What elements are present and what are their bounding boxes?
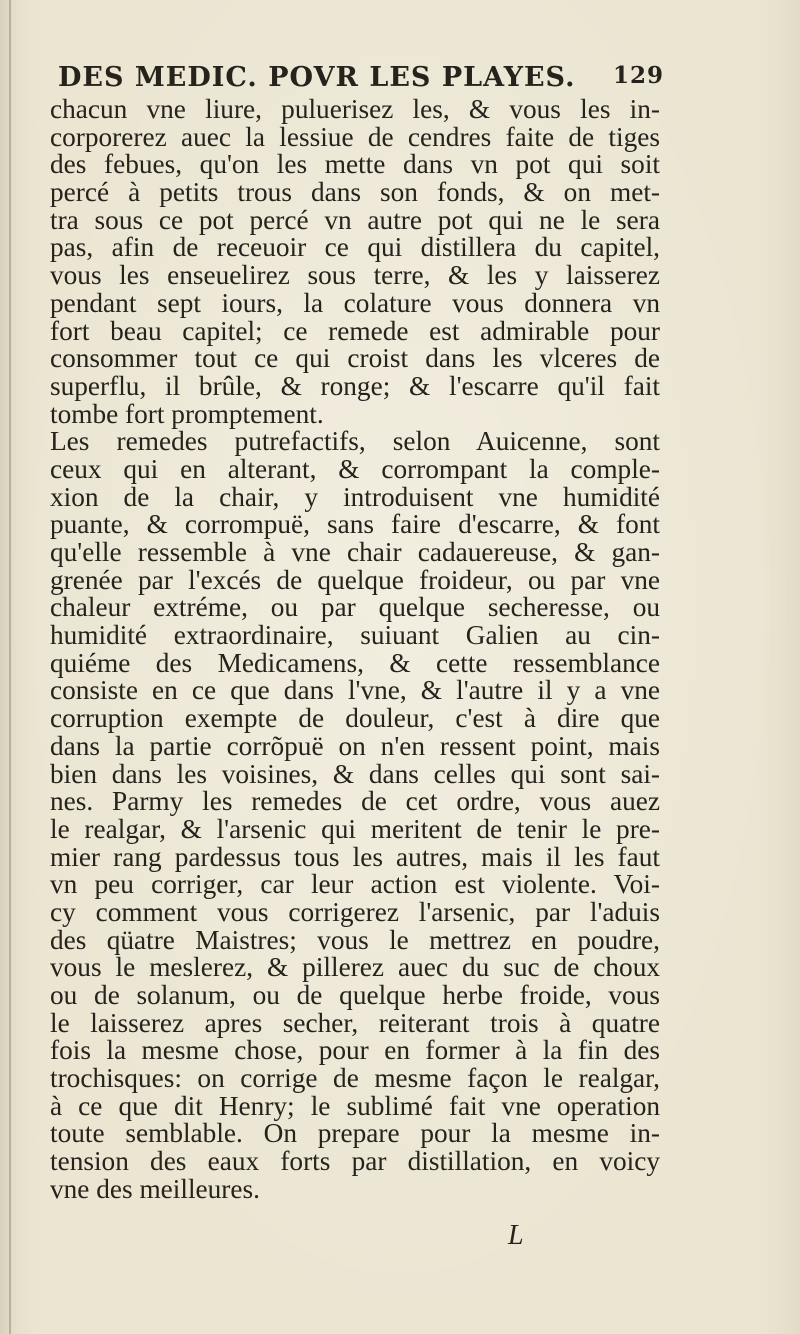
text-line: consommer tout ce qui croist dans les vlceres de [50,343,660,374]
text-line: chacun vne liure, puluerisez les, & vous les in- [50,94,660,124]
text-line: pas, afin de receuoir ce qui distillera du capitel, [50,232,660,263]
body-text [50,96,660,1204]
text-line: xion de la chair, y introduisent vne humidité [50,481,660,512]
text-line: pendant sept iours, la colature vous donnera vn [50,287,660,318]
text-line: Les remedes putrefactifs, selon Auicenne, sont [50,426,660,457]
text-line: vous le meslerez, & pillerez auec du suc de choux [50,952,660,983]
text-line: cy comment vous corrigerez l'arsenic, par l'aduis [50,896,660,927]
text-line: percé à petits trous dans son fonds, & on met- [50,177,660,208]
running-title: DES MEDIC. POVR LES PLAYES. [58,62,576,93]
text-line: fois la mesme chose, pour en former à la fin des [50,1035,660,1066]
text-line: tra sous ce pot percé vn autre pot qui ne le sera [50,204,660,235]
text-line: toute semblable. On prepare pour la mesme in- [50,1118,660,1149]
text-line: vne des meilleures. [50,1173,260,1204]
text-line: humidité extraordinaire, suiuant Galien au cin- [50,620,660,651]
text-line: superflu, il brûle, & ronge; & l'escarre qu'il fait [50,370,660,401]
text-line: trochisques: on corrige de mesme façon le realgar, [50,1063,660,1094]
text-line: mier rang pardessus tous les autres, mais il les faut [50,841,660,872]
text-line: des febues, qu'on les mette dans vn pot qui soit [50,149,660,180]
text-line: ceux qui en alterant, & corrompant la comple- [50,453,660,484]
page-gutter [9,0,11,1334]
text-line: vn peu corriger, car leur action est violente. Voi- [50,869,660,900]
text-line: ou de solanum, ou de quelque herbe froide, vous [50,980,660,1010]
text-line: le realgar, & l'arsenic qui meritent de tenir le pre- [50,813,660,844]
text-line: vous les enseuelirez sous terre, & les y laisserez [50,260,660,291]
page-number: 129 [613,62,665,89]
text-line: grenée par l'excés de quelque froideur, ou par vne [50,564,660,595]
text-line: des qüatre Maistres; vous le mettrez en poudre, [50,924,660,955]
text-line: bien dans les voisines, & dans celles qui sont sai- [50,758,660,789]
text-line: chaleur extréme, ou par quelque secheresse, ou [50,592,660,623]
text-line: nes. Parmy les remedes de cet ordre, vous auez [50,786,660,817]
text-line: dans la partie corrõpuë on n'en ressent point, mais [50,730,660,761]
text-line: à ce que dit Henry; le sublimé fait vne operation [50,1090,660,1121]
text-line: corruption exempte de douleur, c'est à dire que [50,703,660,734]
text-line: tension des eaux forts par distillation, en voicy [50,1146,660,1177]
text-line: consiste en ce que dans l'vne, & l'autre il y a vne [50,675,660,706]
text-line: fort beau capitel; ce remede est admirable pour [50,315,660,346]
catchword: L [508,1220,524,1251]
text-line: puante, & corrompuë, sans faire d'escarre, & font [50,509,660,540]
text-line: le laisserez apres secher, reiterant trois à quatre [50,1007,660,1038]
text-line: tombe fort promptement. [50,398,324,429]
text-line: corporerez auec la lessiue de cendres faite de tiges [50,121,660,152]
text-line: qu'elle ressemble à vne chair cadauereuse, & gan- [50,537,660,567]
text-line: quiéme des Medicamens, & cette ressemblance [50,647,660,678]
